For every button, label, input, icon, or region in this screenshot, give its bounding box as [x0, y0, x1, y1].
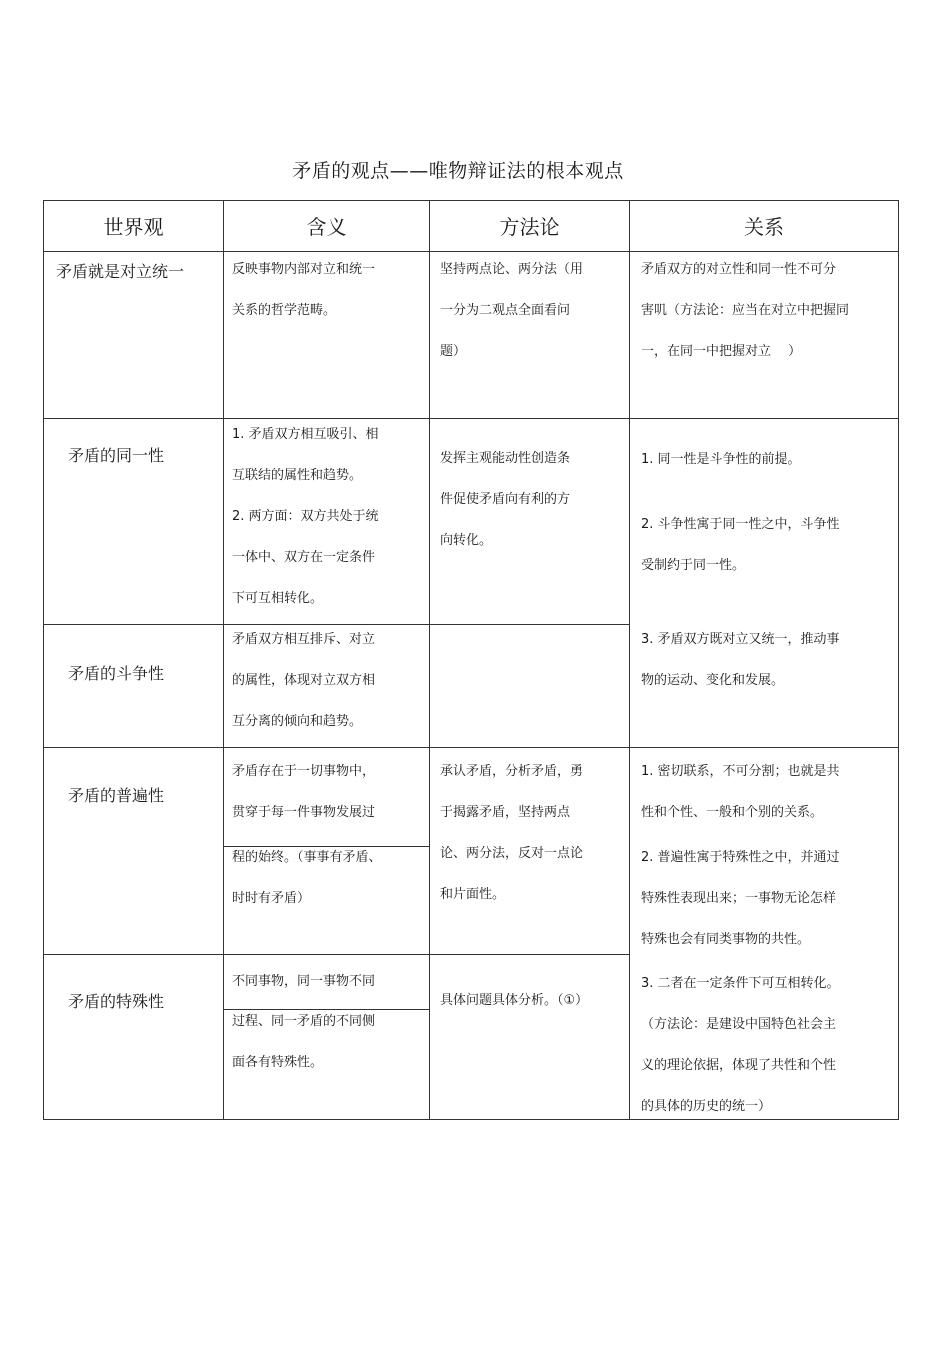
row-universality-meaning-a: 矛盾存在于一切事物中， 贯穿于每一件事物发展过 — [232, 764, 376, 820]
contradiction-table — [43, 200, 899, 1120]
header-relation: 关系 — [744, 215, 784, 239]
relation-universality-particularity-p1: 1. 密切联系，不可分割；也就是共 性和个性、一般和个别的关系。 — [641, 764, 840, 820]
row-identity-meaning: 1. 矛盾双方相互吸引、相 互联结的属性和趋势。 2. 两方面：双方共处于统 一体中、双方在一定条件 下可互相转化。 — [232, 427, 379, 606]
row-unity-of-opposites-relation: 矛盾双方的对立性和同一性不可分 害叽（方法论：应当在对立中把握同 一，在同一中把握对立 ） — [641, 262, 850, 359]
row-identity-name: 矛盾的同一性 — [68, 446, 165, 465]
row-particularity-meaning-a: 不同事物，同一事物不同 — [232, 974, 376, 989]
row-unity-of-opposites-meaning: 反映事物内部对立和统一 关系的哲学范畴。 — [232, 262, 376, 318]
header-methodology: 方法论 — [499, 215, 560, 239]
row-struggle-meaning: 矛盾双方相互排斥、对立 的属性，体现对立双方相 互分离的倾向和趋势。 — [232, 632, 376, 729]
relation-identity-struggle-p2: 2. 斗争性寓于同一性之中，斗争性 受制约于同一性。 — [641, 517, 840, 573]
relation-identity-struggle-p1: 1. 同一性是斗争性的前提。 — [641, 452, 801, 467]
page-title: 矛盾的观点——唯物辩证法的根本观点 — [292, 160, 624, 182]
relation-universality-particularity-p2: 2. 普遍性寓于特殊性之中，并通过 特殊性表现出来；一事物无论怎样 特殊也会有同类事物的共性。 — [641, 850, 840, 947]
row-particularity-meaning-b: 过程、同一矛盾的不同侧 面各有特殊性。 — [232, 1014, 376, 1070]
row-universality-method: 承认矛盾，分析矛盾，勇 于揭露矛盾，坚持两点 论、两分法，反对一点论 和片面性。 — [440, 764, 584, 902]
row-unity-of-opposites-name: 矛盾就是对立统一 — [56, 262, 185, 281]
row-particularity-method: 具体问题具体分析。（①） — [440, 993, 589, 1008]
row-universality-name: 矛盾的普遍性 — [68, 786, 165, 805]
header-worldview: 世界观 — [103, 215, 164, 239]
header-meaning: 含义 — [306, 215, 347, 239]
row-particularity-name: 矛盾的特殊性 — [68, 992, 165, 1011]
relation-identity-struggle-p3: 3. 矛盾双方既对立又统一，推动事 物的运动、变化和发展。 — [641, 632, 840, 688]
row-identity-method: 发挥主观能动性创造条 件促使矛盾向有利的方 向转化。 — [440, 451, 571, 548]
row-struggle-name: 矛盾的斗争性 — [68, 664, 165, 683]
row-universality-meaning-b: 程的始终。（事事有矛盾、 时时有矛盾） — [232, 850, 382, 906]
row-unity-of-opposites-method: 坚持两点论、两分法（用 一分为二观点全面看问 题） — [440, 262, 584, 359]
relation-universality-particularity-p3: 3. 二者在一定条件下可互相转化。 （方法论：是建设中国特色社会主 义的理论依据，体现了共性和个性 的具体的历史的统一） — [641, 976, 840, 1114]
